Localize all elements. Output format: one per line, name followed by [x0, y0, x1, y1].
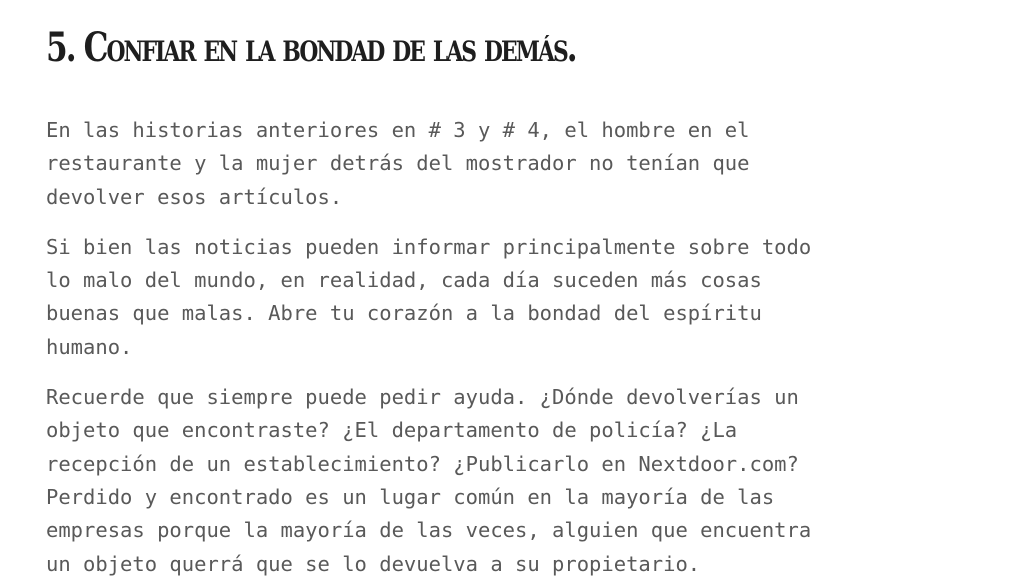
- slide-body: [46, 114, 996, 576]
- paragraph-2: Si bien las noticias pueden informar principalmente sobre todo lo malo del mundo, en realidad, cada día suceden más cosas buenas que malas. Abre tu corazón a la bondad del espíritu humano.: [46, 234, 812, 359]
- paragraph-1: En las historias anteriores en # 3 y # 4, el hombre en el restaurante y la mujer detrás del mostrador no tenían que devolver esos artículos.: [46, 118, 750, 209]
- paragraph-3: Recuerde que siempre puede pedir ayuda. ¿Dónde devolverías un objeto que encontraste? ¿El departamento de policía? ¿La recepción de un establecimiento? ¿Publicarlo en Nextdoor.com? Perdido y encontrado es un lugar común en la mayoría de las empresas porque la mayoría de las veces, alguien que encuentra un objeto querrá que se lo devuelva a su propietario.: [46, 385, 812, 576]
- slide-title: 5. Confiar en la bondad de las demás.: [46, 24, 576, 71]
